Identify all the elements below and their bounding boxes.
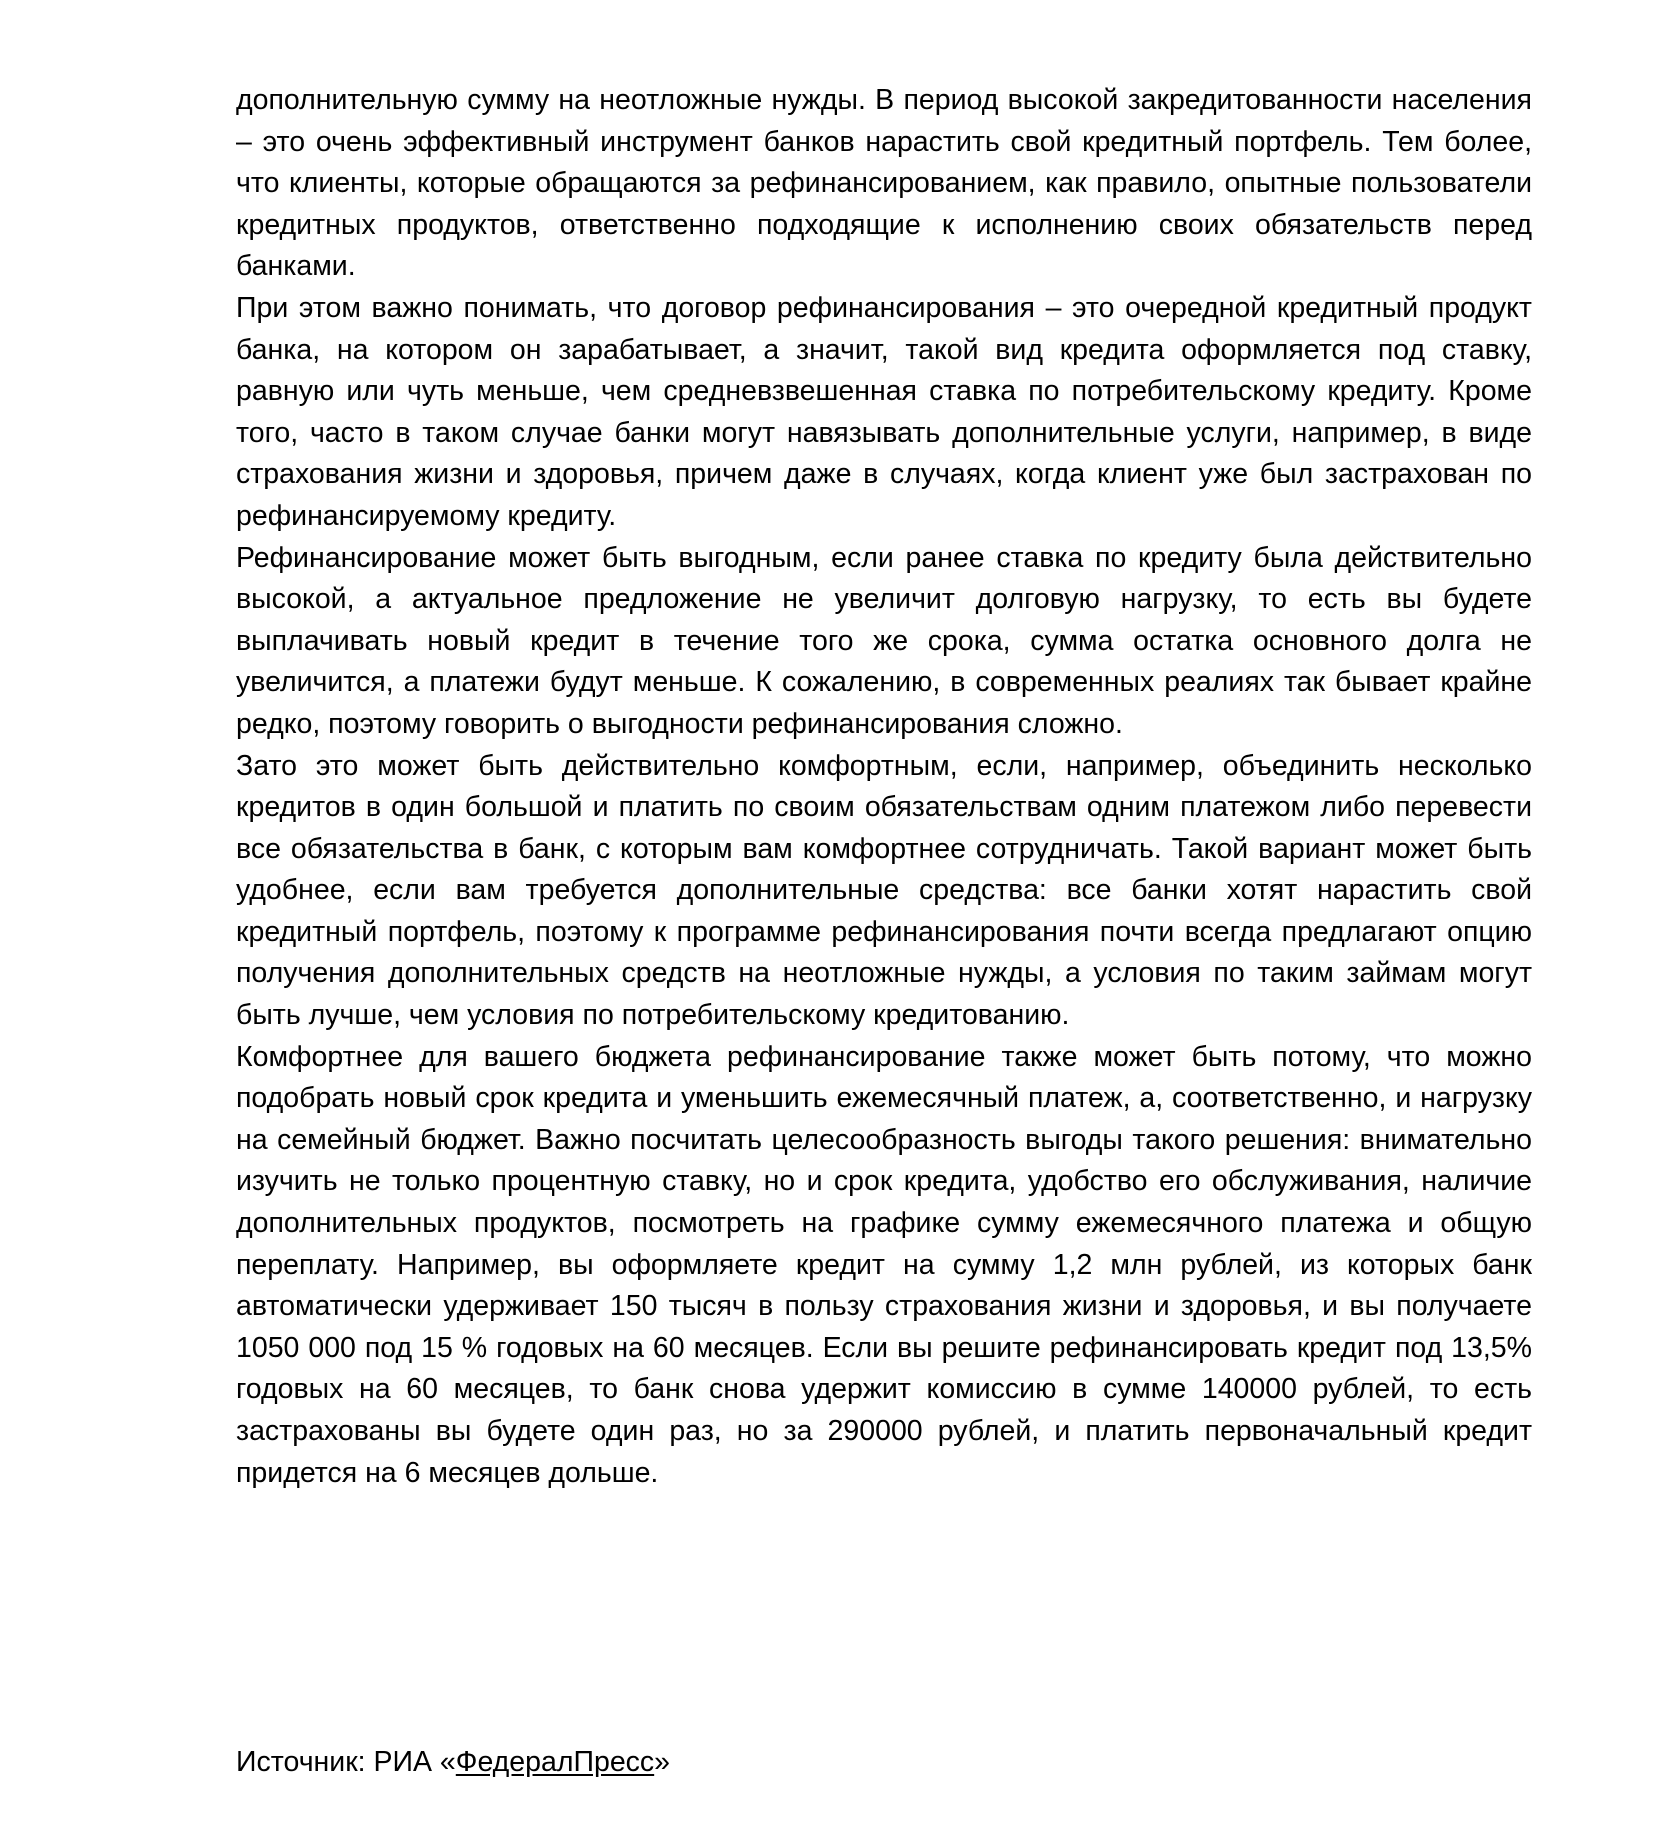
source-link[interactable]: ФедералПресс bbox=[455, 1746, 655, 1778]
source-suffix: » bbox=[654, 1746, 671, 1778]
source-prefix: Источник: РИА « bbox=[236, 1746, 456, 1778]
paragraph-1: дополнительную сумму на неотложные нужды. В период высокой закредитованности населения – это очень эффективный инструмент банков нарастить свой кредитный портфель. Тем более, что клиенты, которые обращаются за рефинансированием, как правило, опытные пользователи кредитных продуктов, ответственно подходящие к исполнению своих обязательств перед банками. bbox=[236, 84, 1532, 283]
paragraph-5: Комфортнее для вашего бюджета рефинансирование также может быть потому, что можно подобрать новый срок кредита и уменьшить ежемесячный платеж, а, соответственно, и нагрузку на семейный бюджет. Важно посчитать целесообразность выгоды такого решения: внимательно изучить не только процентную ставку, но и срок кредита, удобство его обслуживания, наличие дополнительных продуктов, посмотреть на графике сумму ежемесячного платежа и общую переплату. Например, вы оформляете кредит на сумму 1,2 млн рублей, из которых банк автоматически удерживает 150 тысяч в пользу страхования жизни и здоровья, и вы получаете 1050 000 под 15 % годовых на 60 месяцев. Если вы решите рефинансировать кредит под 13,5% годовых на 60 месяцев, то банк снова удержит комиссию в сумме 140000 рублей, то есть застрахованы вы будете один раз, но за 290000 рублей, и платить первоначальный кредит придется на 6 месяцев дольше. bbox=[236, 1040, 1532, 1489]
paragraph-2: При этом важно понимать, что договор рефинансирования – это очередной кредитный продукт банка, на котором он зарабатывает, а значит, такой вид кредита оформляется под ставку, равную или чуть меньше, чем средневзвешенная ставка по потребительскому кредиту. Кроме того, часто в таком случае банки могут навязывать дополнительные услуги, например, в виде страхования жизни и здоровья, причем даже в случаях, когда клиент уже был застрахован по рефинансируемому кредиту. bbox=[236, 291, 1532, 532]
article-body bbox=[236, 80, 1532, 1494]
source-line bbox=[236, 1742, 670, 1784]
paragraph-3: Рефинансирование может быть выгодным, если ранее ставка по кредиту была действительно высокой, а актуальное предложение не увеличит долговую нагрузку, то есть вы будете выплачивать новый кредит в течение того же срока, сумма остатка основного долга не увеличится, а платежи будут меньше. К сожалению, в современных реалиях так бывает крайне редко, поэтому говорить о выгодности рефинансирования сложно. bbox=[236, 541, 1532, 740]
paragraph-4: Зато это может быть действительно комфортным, если, например, объединить несколько кредитов в один большой и платить по своим обязательствам одним платежом либо перевести все обязательства в банк, с которым вам комфортнее сотрудничать. Такой вариант может быть удобнее, если вам требуется дополнительные средства: все банки хотят нарастить свой кредитный портфель, поэтому к программе рефинансирования почти всегда предлагают опцию получения дополнительных средств на неотложные нужды, а условия по таким займам могут быть лучше, чем условия по потребительскому кредитованию. bbox=[236, 749, 1532, 1032]
